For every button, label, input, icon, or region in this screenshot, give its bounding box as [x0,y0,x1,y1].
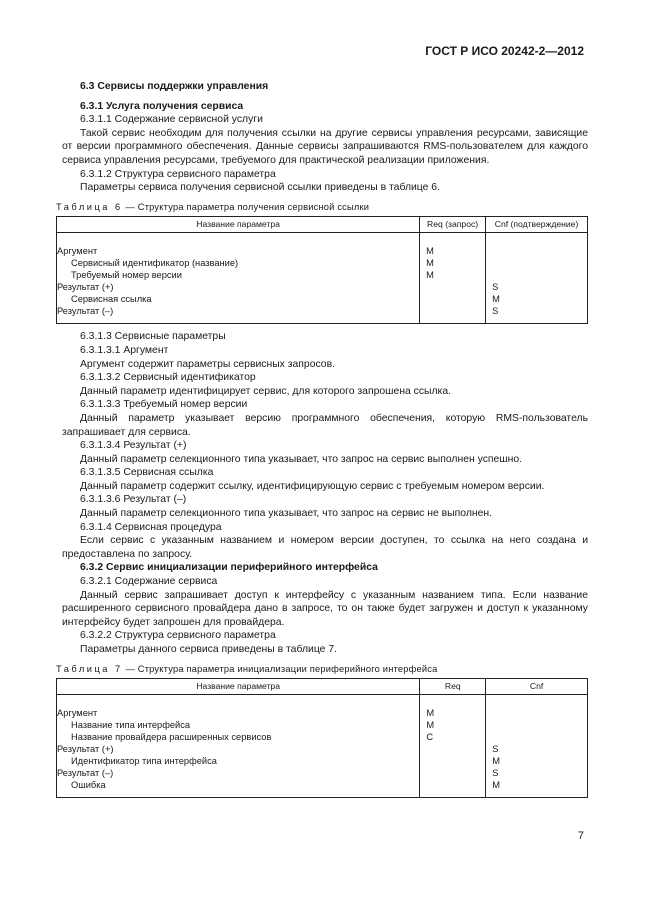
param-name: Аргумент [57,233,420,258]
paragraph: Данный параметр содержит ссылку, идентифицирующую сервис с требуемым номером версии. [80,480,545,492]
paragraph: Данный параметр указывает версию программного обеспечения, которую RMS-пользователь запрашивает для сервиса. [62,412,588,438]
column-header-cnf: Cnf [486,679,588,695]
req-value [420,779,486,798]
table-caption-text: — Структура параметра инициализации периферийного интерфейса [122,663,438,674]
table-caption-label: Таблица 7 [56,663,123,674]
param-name: Результат (+) [57,281,420,293]
req-value: M [420,695,486,720]
param-name: Сервисная ссылка [57,293,420,305]
cnf-value [486,719,588,731]
cnf-value [486,233,588,258]
param-name: Результат (+) [57,743,420,755]
table-caption-text: — Структура параметра получения сервисной ссылки [122,201,370,212]
table-row [57,695,588,720]
paragraph: Данный сервис запрашивает доступ к интерфейсу с указанным названием типа. Если название расширенного сервисного провайдера дано в запросе, то он также будет загружен и доступ к указанному интерфейсу будет запрошен для провайдера. [62,589,588,628]
table-caption [56,201,588,215]
param-name: Результат (–) [57,305,420,324]
paragraph: Параметры данного сервиса приведены в таблице 7. [80,644,337,655]
column-header-cnf: Cnf (подтверждение) [486,217,588,233]
clause-title: 6.3.1.3.6 Результат (–) [80,494,187,506]
document-id: ГОСТ Р ИСО 20242-2—2012 [425,44,584,58]
table-caption-label: Таблица 6 [56,201,123,212]
table-6 [56,216,588,324]
clause-title: 6.3.2.2 Структура сервисного параметра [80,630,276,642]
paragraph: Данный параметр селекционного типа указывает, что запрос на сервис не выполнен. [80,508,493,520]
paragraph: Параметры сервиса получения сервисной ссылки приведены в таблице 6. [80,182,440,194]
subsection-title: 6.3.1 Услуга получения сервиса [80,100,244,112]
param-name: Аргумент [57,695,420,720]
table-caption [56,663,588,677]
cnf-value: S [486,305,588,324]
req-value: M [420,269,486,281]
table-row [57,269,588,281]
subsection-title: 6.3.2 Сервис инициализации периферийного интерфейса [80,562,378,574]
param-name: Сервисный идентификатор (название) [57,257,420,269]
clause-title: 6.3.1.3.5 Сервисная ссылка [80,467,214,479]
req-value: M [420,233,486,258]
req-value: M [420,257,486,269]
clause-title: 6.3.1.3.1 Аргумент [80,344,169,356]
column-header-name: Название параметра [57,679,420,695]
cnf-value [486,731,588,743]
req-value [420,293,486,305]
param-name: Результат (–) [57,767,420,779]
cnf-value: M [486,779,588,798]
paragraph: Такой сервис необходим для получения ссылки на другие сервисы управления ресурсами, зависящие от версии программного обеспечения. Данные сервисы запрашиваются RMS-пользователем для каждого сервиса управления ресурсами, требуемого для практической реализации приложения. [62,127,588,166]
param-name: Название типа интерфейса [57,719,420,731]
req-value [420,743,486,755]
page-number: 7 [577,830,584,842]
cnf-value [486,695,588,720]
table-7 [56,678,588,798]
table-row [57,779,588,798]
paragraph: Если сервис с указанным названием и номером версии доступен, то ссылка на него создана и предоставлена по запросу. [62,535,588,560]
table-row [57,731,588,743]
table-row [57,293,588,305]
req-value [420,281,486,293]
table-row [57,305,588,324]
column-header-req: Req [420,679,486,695]
cnf-value: S [486,767,588,779]
table-row [57,233,588,258]
clause-title: 6.3.1.1 Содержание сервисной услуги [80,114,263,126]
clause-title: 6.3.2.1 Содержание сервиса [80,576,218,588]
paragraph: Аргумент содержит параметры сервисных запросов. [80,358,335,370]
cnf-value [486,269,588,281]
clause-title: 6.3.1.2 Структура сервисного параметра [80,168,276,180]
table-row [57,257,588,269]
clause-title: 6.3.1.3.4 Результат (+) [80,440,187,452]
cnf-value: M [486,755,588,767]
clause-title: 6.3.1.3.2 Сервисный идентификатор [80,372,256,384]
cnf-value: S [486,281,588,293]
cnf-value: S [486,743,588,755]
column-header-name: Название параметра [57,217,420,233]
table-row [57,767,588,779]
clause-title: 6.3.1.3 Сервисные параметры [80,331,226,343]
table-row [57,719,588,731]
section-title: 6.3 Сервисы поддержки управления [80,81,269,92]
clause-title: 6.3.1.4 Сервисная процедура [80,521,222,533]
param-name: Требуемый номер версии [57,269,420,281]
paragraph: Данный параметр селекционного типа указывает, что запрос на сервис выполнен успешно. [80,453,523,465]
page-body [56,80,588,798]
req-value: C [420,731,486,743]
paragraph: Данный параметр идентифицирует сервис, для которого запрошена ссылка. [80,385,452,397]
table-row [57,755,588,767]
column-header-req: Req (запрос) [420,217,486,233]
req-value [420,767,486,779]
clause-title: 6.3.1.3.3 Требуемый номер версии [80,399,248,411]
param-name: Название провайдера расширенных сервисов [57,731,420,743]
param-name: Ошибка [57,779,420,798]
table-row [57,281,588,293]
cnf-value [486,257,588,269]
req-value [420,755,486,767]
param-name: Идентификатор типа интерфейса [57,755,420,767]
table-row [57,743,588,755]
cnf-value: M [486,293,588,305]
req-value [420,305,486,324]
req-value: M [420,719,486,731]
